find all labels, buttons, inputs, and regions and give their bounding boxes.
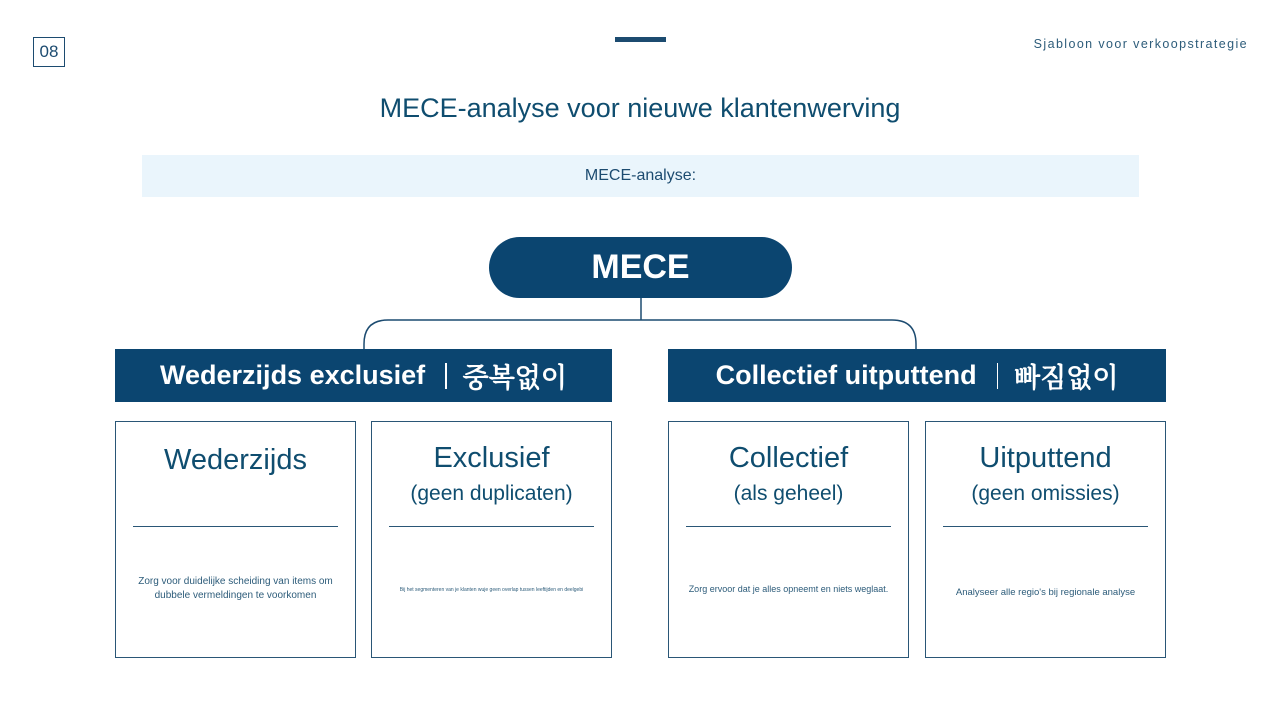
- card-title: Wederzijds: [164, 444, 307, 476]
- card-description: Zorg ervoor dat je alles opneemt en niets weglaat.: [688, 584, 889, 594]
- document-label: Sjabloon voor verkoopstrategie: [1033, 37, 1248, 51]
- banner-korean-label: 중복없이: [462, 363, 567, 394]
- card-uitputtend: [925, 421, 1166, 658]
- banner-separator: [997, 363, 999, 389]
- connector-branch: [364, 320, 916, 349]
- banner-label: Wederzijds exclusief: [160, 360, 426, 390]
- banner-mutually-exclusive: [115, 349, 612, 402]
- root-node: MECE: [489, 237, 792, 298]
- banner-korean-label: 빠짐없이: [1014, 363, 1119, 394]
- card-description: Zorg voor duidelijke scheiding van items om dubbele vermeldingen te voorkomen: [138, 576, 333, 601]
- card-title: Exclusief: [433, 442, 550, 474]
- card-wederzijds: [115, 421, 356, 658]
- card-title: Collectief: [728, 442, 849, 474]
- card-description: Analyseer alle regio's bij regionale analyse: [955, 587, 1136, 598]
- card-subtitle: (als geheel): [733, 482, 844, 505]
- banner-collectively-exhaustive: [668, 349, 1166, 402]
- card-description: Bij het segmenteren van je klanten wuje geen overlap tussen leeftijden en deelgebi: [399, 587, 584, 593]
- subtitle-band: MECE-analyse:: [142, 155, 1139, 197]
- banner-separator: [445, 363, 447, 389]
- slide-title: MECE-analyse voor nieuwe klantenwerving: [379, 93, 901, 123]
- card-divider: [686, 526, 891, 527]
- card-exclusief: [371, 421, 612, 658]
- banner-label: Collectief uitputtend: [715, 360, 977, 390]
- card-divider: [943, 526, 1148, 527]
- card-title: Uitputtend: [979, 442, 1112, 474]
- top-accent-bar: [615, 37, 666, 42]
- card-divider: [133, 526, 338, 527]
- card-subtitle: (geen omissies): [971, 482, 1120, 505]
- card-collectief: [668, 421, 909, 658]
- card-subtitle: (geen duplicaten): [410, 482, 573, 505]
- card-divider: [389, 526, 594, 527]
- page-number: 08: [33, 37, 65, 67]
